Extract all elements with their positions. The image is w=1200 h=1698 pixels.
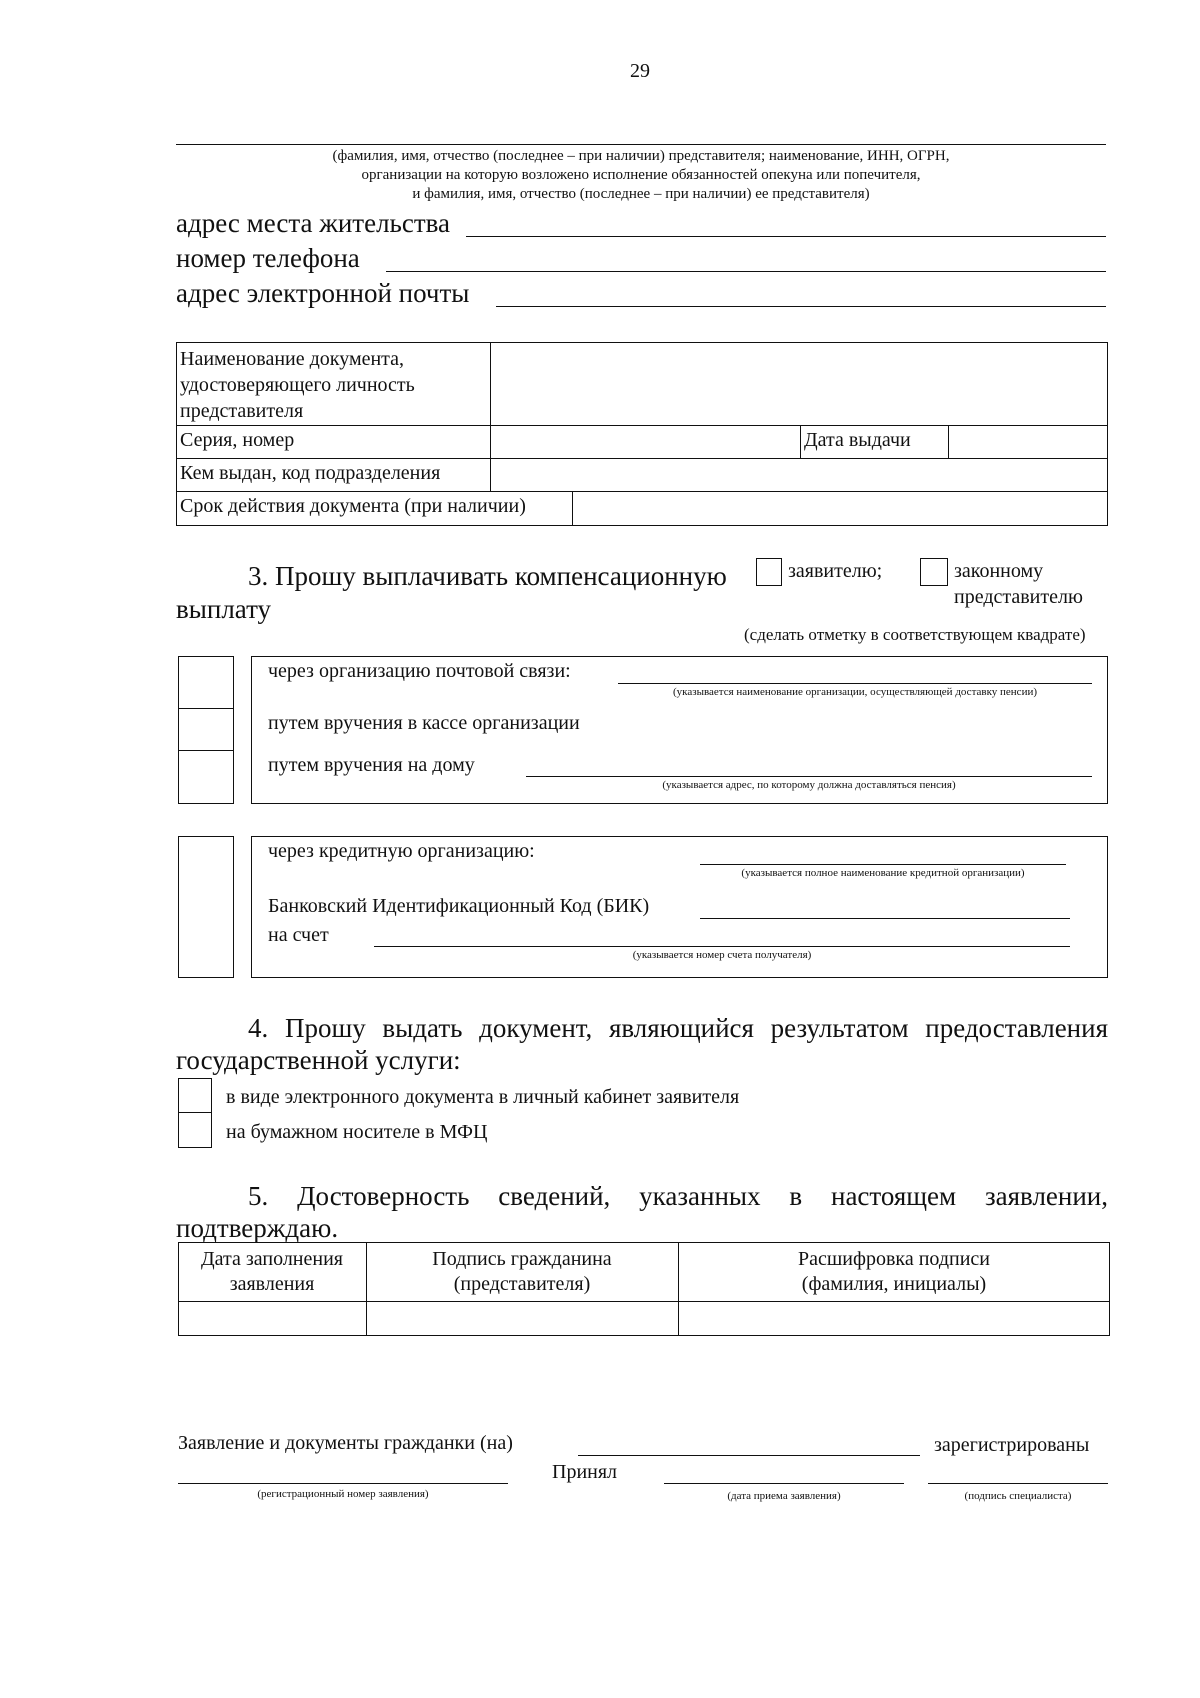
specialist-signature-field[interactable] — [928, 1483, 1108, 1484]
section3-text-line1: 3. Прошу выплачивать компенсационную — [248, 561, 727, 591]
via-post-label: через организацию почтовой связи: — [268, 660, 571, 682]
series-number-field[interactable] — [492, 427, 798, 456]
signature-field[interactable] — [368, 1303, 676, 1334]
via-bank-label: через кредитную организацию: — [268, 840, 535, 862]
address-field[interactable] — [466, 236, 1106, 237]
via-post-checkbox[interactable] — [178, 656, 234, 710]
col-date-header-2: заявления — [229, 1273, 315, 1295]
accepted-label: Принял — [552, 1461, 618, 1483]
page-number: 29 — [630, 60, 650, 82]
account-label: на счет — [268, 924, 329, 946]
phone-field[interactable] — [386, 271, 1106, 272]
representative-caption-line3: и фамилия, имя, отчество (последнее – при наличии) ее представителя) — [412, 186, 870, 202]
validity-label: Срок действия документа (при наличии) — [180, 495, 526, 517]
result-paper-checkbox[interactable] — [178, 1112, 212, 1148]
bank-name-field[interactable] — [700, 864, 1066, 865]
payee-legal-rep-checkbox[interactable] — [920, 558, 948, 586]
id-table-divider — [176, 491, 1108, 492]
payee-legal-rep-label-1: законному — [954, 560, 1044, 582]
signature-decode-field[interactable] — [680, 1303, 1108, 1334]
issued-by-field[interactable] — [492, 460, 1106, 489]
reg-number-field[interactable] — [178, 1483, 508, 1484]
id-table-divider — [948, 425, 949, 458]
result-electronic-label: в виде электронного документа в личный кабинет заявителя — [226, 1086, 740, 1108]
phone-label: номер телефона — [176, 243, 360, 273]
col-sign-header-2: (представителя) — [453, 1273, 591, 1295]
section4-text-line2: государственной услуги: — [176, 1045, 461, 1075]
payee-applicant-label: заявителю; — [788, 560, 883, 582]
representative-name-field[interactable] — [176, 144, 1106, 145]
via-bank-hint: (указывается полное наименование кредитной организации) — [741, 867, 1025, 879]
id-table-divider — [572, 491, 573, 526]
registration-docs-label: Заявление и документы гражданки (на) — [178, 1432, 513, 1454]
payee-applicant-checkbox[interactable] — [756, 558, 782, 586]
col-decode-header-1: Расшифровка подписи — [798, 1248, 990, 1270]
issued-by-label: Кем выдан, код подразделения — [180, 462, 441, 484]
doc-name-label: Наименование документа, удостоверяющего личность представителя — [180, 348, 415, 422]
id-table-divider — [800, 425, 801, 458]
id-table-divider — [176, 425, 1108, 426]
doc-name-field[interactable] — [492, 344, 1104, 423]
section3-hint: (сделать отметку в соответствующем квадрате) — [744, 625, 1086, 644]
section3-text-line2: выплату — [176, 594, 272, 624]
address-label: адрес места жительства — [176, 208, 451, 238]
id-table-divider — [176, 458, 1108, 459]
accept-date-hint: (дата приема заявления) — [727, 1490, 841, 1502]
accept-date-field[interactable] — [664, 1483, 904, 1484]
payee-legal-rep-label-2: представителю — [954, 586, 1083, 608]
cash-desk-label: путем вручения в кассе организации — [268, 712, 580, 734]
home-delivery-hint: (указывается адрес, по которому должна доставляться пенсия) — [662, 779, 956, 791]
reg-number-hint: (регистрационный номер заявления) — [257, 1488, 429, 1500]
bik-label: Банковский Идентификационный Код (БИК) — [268, 895, 650, 917]
col-sign-header-1: Подпись гражданина — [432, 1248, 612, 1270]
cash-desk-checkbox[interactable] — [178, 708, 234, 752]
section4-text-line1: 4. Прошу выдать документ, являющийся результатом предоставления — [248, 1013, 1108, 1043]
home-delivery-checkbox[interactable] — [178, 750, 234, 804]
section5-text-line1: 5. Достоверность сведений, указанных в настоящем заявлении, — [248, 1181, 1108, 1211]
bik-field[interactable] — [700, 918, 1070, 919]
registered-label: зарегистрированы — [934, 1434, 1090, 1456]
result-electronic-checkbox[interactable] — [178, 1078, 212, 1114]
email-field[interactable] — [496, 306, 1106, 307]
representative-caption-line2: организации на которую возложено исполнение обязанностей опекуна или попечителя, — [361, 167, 921, 183]
col-decode-header-2: (фамилия, инициалы) — [801, 1273, 987, 1295]
account-hint: (указывается номер счета получателя) — [632, 949, 812, 961]
specialist-signature-hint: (подпись специалиста) — [964, 1490, 1072, 1502]
col-date-header-1: Дата заполнения — [201, 1248, 343, 1270]
signature-table-divider — [178, 1301, 1110, 1302]
representative-caption-line1: (фамилия, имя, отчество (последнее – при наличии) представителя; наименование, ИНН, ОГРН, — [332, 148, 950, 164]
fill-date-field[interactable] — [180, 1303, 364, 1334]
registration-name-field[interactable] — [578, 1455, 920, 1456]
series-number-label: Серия, номер — [180, 429, 295, 451]
via-post-hint: (указывается наименование организации, осуществляющей доставку пенсии) — [673, 686, 1037, 698]
section5-text-line2: подтверждаю. — [176, 1213, 339, 1243]
issue-date-label: Дата выдачи — [804, 429, 911, 451]
result-paper-label: на бумажном носителе в МФЦ — [226, 1121, 488, 1143]
account-field[interactable] — [374, 946, 1070, 947]
validity-field[interactable] — [574, 493, 1106, 524]
home-delivery-label: путем вручения на дому — [268, 754, 475, 776]
email-label: адрес электронной почты — [176, 278, 470, 308]
issue-date-field[interactable] — [950, 427, 1106, 456]
id-table-divider — [490, 342, 491, 491]
via-bank-checkbox[interactable] — [178, 836, 234, 978]
post-organization-field[interactable] — [618, 683, 1092, 684]
home-address-field[interactable] — [526, 776, 1092, 777]
